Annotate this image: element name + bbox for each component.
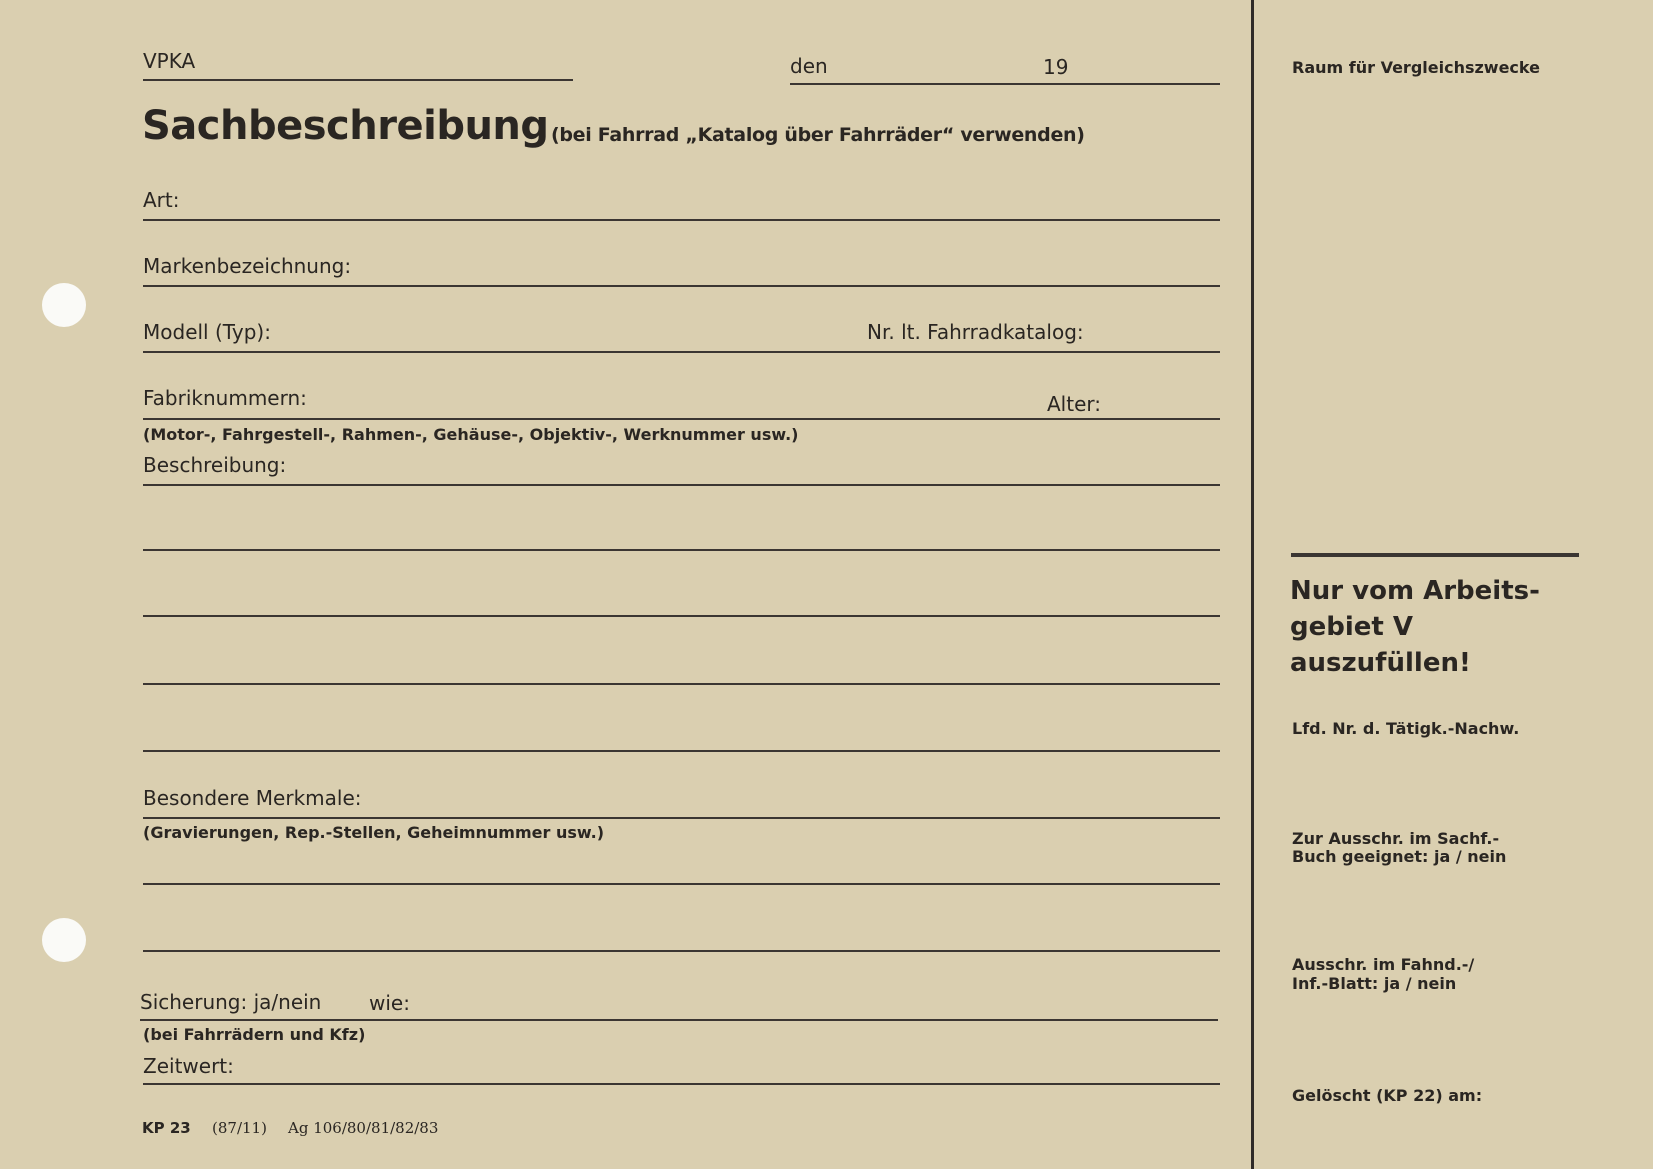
wie-label: wie: [369, 991, 410, 1015]
modell-line[interactable] [143, 351, 1220, 353]
form-title: Sachbeschreibung [142, 103, 549, 149]
zeitwert-label: Zeitwert: [143, 1054, 234, 1078]
merkmale-line-2[interactable] [143, 883, 1220, 885]
art-label: Art: [143, 188, 180, 212]
notice-line-2: gebiet V [1290, 612, 1414, 642]
date-line [790, 83, 1220, 85]
merkmale-line-3[interactable] [143, 950, 1220, 952]
lfd-nr-label: Lfd. Nr. d. Tätigk.-Nachw. [1292, 719, 1520, 738]
beschreibung-line-2[interactable] [143, 549, 1220, 551]
art-line[interactable] [143, 219, 1220, 221]
column-divider [1251, 0, 1254, 1169]
geloescht-label: Gelöscht (KP 22) am: [1292, 1086, 1483, 1105]
fahnd-line-2: Inf.-Blatt: ja / nein [1292, 974, 1457, 993]
ag-number: Ag 106/80/81/82/83 [288, 1119, 439, 1137]
marke-label: Markenbezeichnung: [143, 254, 352, 278]
sicherung-hint: (bei Fahrrädern und Kfz) [143, 1025, 366, 1044]
compare-label: Raum für Vergleichszwecke [1292, 58, 1540, 77]
sachf-line-2: Buch geeignet: ja / nein [1292, 847, 1507, 866]
beschreibung-line-5[interactable] [143, 750, 1220, 752]
fabriknummern-hint: (Motor-, Fahrgestell-, Rahmen-, Gehäuse-, Objektiv-, Werknummer usw.) [143, 425, 799, 444]
alter-label: Alter: [1047, 392, 1101, 416]
sachf-line-1: Zur Ausschr. im Sachf.- [1292, 829, 1500, 848]
form-subtitle: (bei Fahrrad „Katalog über Fahrräder“ verwenden) [551, 124, 1085, 146]
fabriknummern-label: Fabriknummern: [143, 386, 307, 410]
beschreibung-line-1[interactable] [143, 484, 1220, 486]
merkmale-label: Besondere Merkmale: [143, 786, 362, 810]
merkmale-hint: (Gravierungen, Rep.-Stellen, Geheimnummer usw.) [143, 823, 605, 842]
office-line [143, 79, 573, 81]
notice-line-1: Nur vom Arbeits- [1290, 576, 1540, 606]
marke-line[interactable] [143, 285, 1220, 287]
punch-hole-top [42, 283, 86, 327]
notice-line-3: auszufüllen! [1290, 648, 1471, 678]
date-label: den [790, 54, 828, 78]
merkmale-line-1[interactable] [143, 817, 1220, 819]
punch-hole-bottom [42, 918, 86, 962]
year-prefix: 19 [1043, 55, 1069, 79]
beschreibung-label: Beschreibung: [143, 453, 287, 477]
fabriknummern-line[interactable] [143, 418, 1220, 420]
katalog-nr-label: Nr. lt. Fahrradkatalog: [867, 320, 1084, 344]
sicherung-line[interactable] [140, 1019, 1218, 1021]
zeitwert-line[interactable] [143, 1083, 1220, 1085]
form-code: KP 23 [142, 1119, 191, 1137]
beschreibung-line-3[interactable] [143, 615, 1220, 617]
modell-label: Modell (Typ): [143, 320, 271, 344]
sicherung-label: Sicherung: ja/nein [140, 990, 322, 1014]
fahnd-line-1: Ausschr. im Fahnd.-/ [1292, 955, 1475, 974]
notice-rule [1291, 553, 1579, 557]
form-version: (87/11) [212, 1119, 267, 1137]
office-label: VPKA [143, 49, 196, 73]
beschreibung-line-4[interactable] [143, 683, 1220, 685]
